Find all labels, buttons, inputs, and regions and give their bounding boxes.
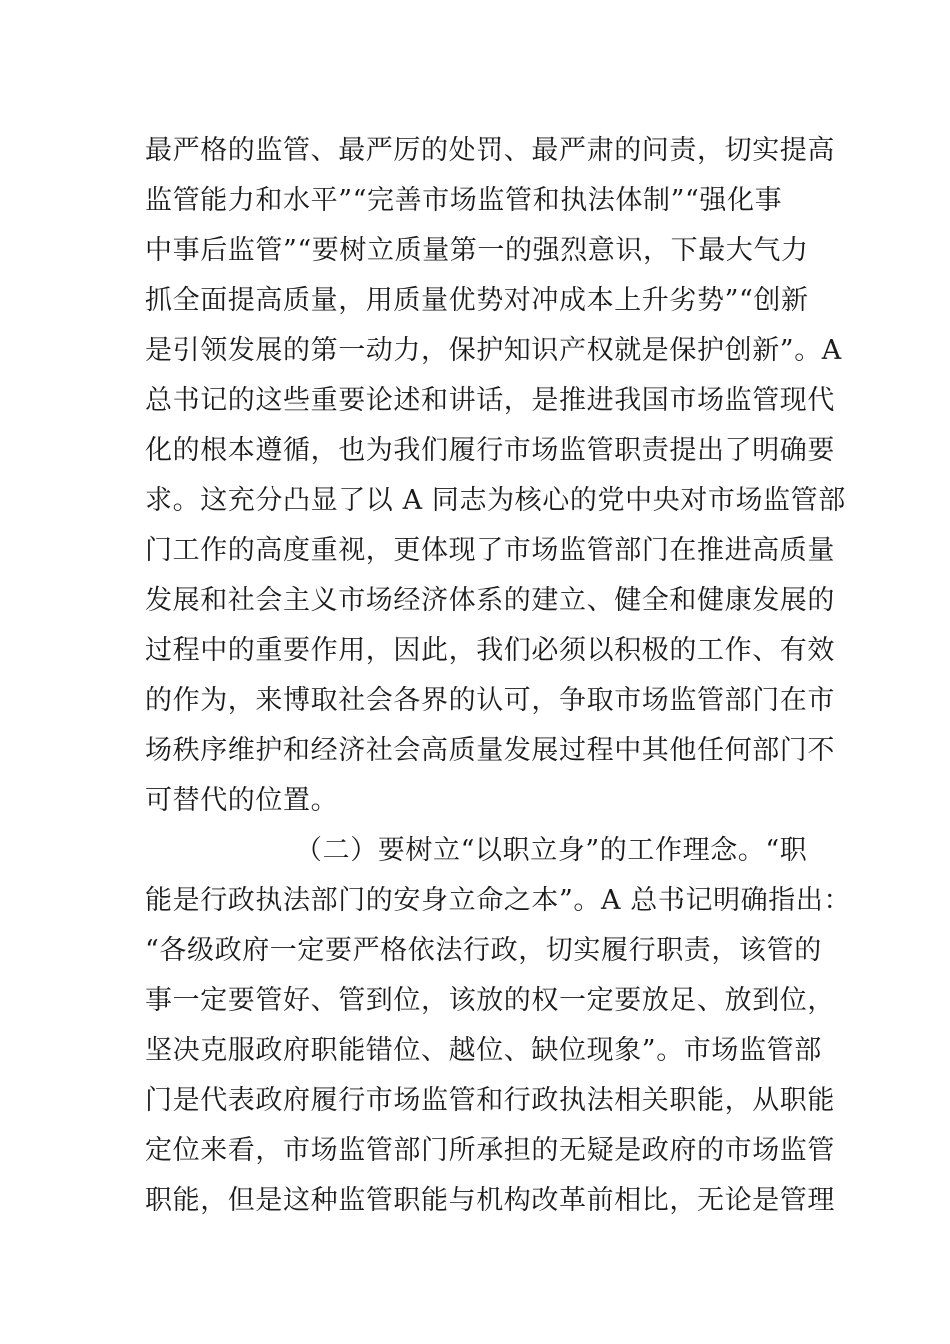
text-line: 职能，但是这种监管职能与机构改革前相比，无论是管理 (145, 1185, 835, 1216)
text-line: 的作为，来博取社会各界的认可，争取市场监管部门在市 (145, 685, 835, 716)
body-text (145, 126, 852, 1226)
section-heading-line: （二）要树立“以职立身”的工作理念。“职 (295, 835, 808, 866)
text-line: 化的根本遵循，也为我们履行市场监管职责提出了明确要 (145, 435, 835, 466)
text-line: 门是代表政府履行市场监管和行政执法相关职能，从职能 (145, 1085, 835, 1116)
text-line: 场秩序维护和经济社会高质量发展过程中其他任何部门不 (145, 735, 835, 766)
text-line: 事一定要管好、管到位，该放的权一定要放足、放到位， (145, 985, 835, 1016)
text-line: 总书记的这些重要论述和讲话，是推进我国市场监管现代 (145, 385, 835, 416)
text-line: 中事后监管”“要树立质量第一的强烈意识，下最大气力 (145, 235, 809, 266)
text-line: 可替代的位置。 (145, 785, 339, 816)
text-line: 门工作的高度重视，更体现了市场监管部门在推进高质量 (145, 535, 835, 566)
text-line: 过程中的重要作用，因此，我们必须以积极的工作、有效 (145, 635, 835, 666)
text-line: 定位来看，市场监管部门所承担的无疑是政府的市场监管 (145, 1135, 835, 1166)
text-line: 求。这充分凸显了以 A 同志为核心的党中央对市场监管部 (145, 485, 846, 516)
text-line: 发展和社会主义市场经济体系的建立、健全和健康发展的 (145, 585, 835, 616)
text-line: 抓全面提高质量，用质量优势对冲成本上升劣势”“创新 (145, 285, 809, 316)
text-line: “各级政府一定要严格依法行政，切实履行职责，该管的 (145, 935, 822, 966)
text-line: 能是行政执法部门的安身立命之本”。A 总书记明确指出： (145, 885, 852, 916)
text-line: 是引领发展的第一动力，保护知识产权就是保护创新”。A (145, 335, 842, 366)
text-line: 坚决克服政府职能错位、越位、缺位现象”。市场监管部 (145, 1035, 822, 1066)
text-line: 最严格的监管、最严厉的处罚、最严肃的问责，切实提高 (145, 135, 835, 166)
text-line: 监管能力和水平”“完善市场监管和执法体制”“强化事 (145, 185, 783, 216)
